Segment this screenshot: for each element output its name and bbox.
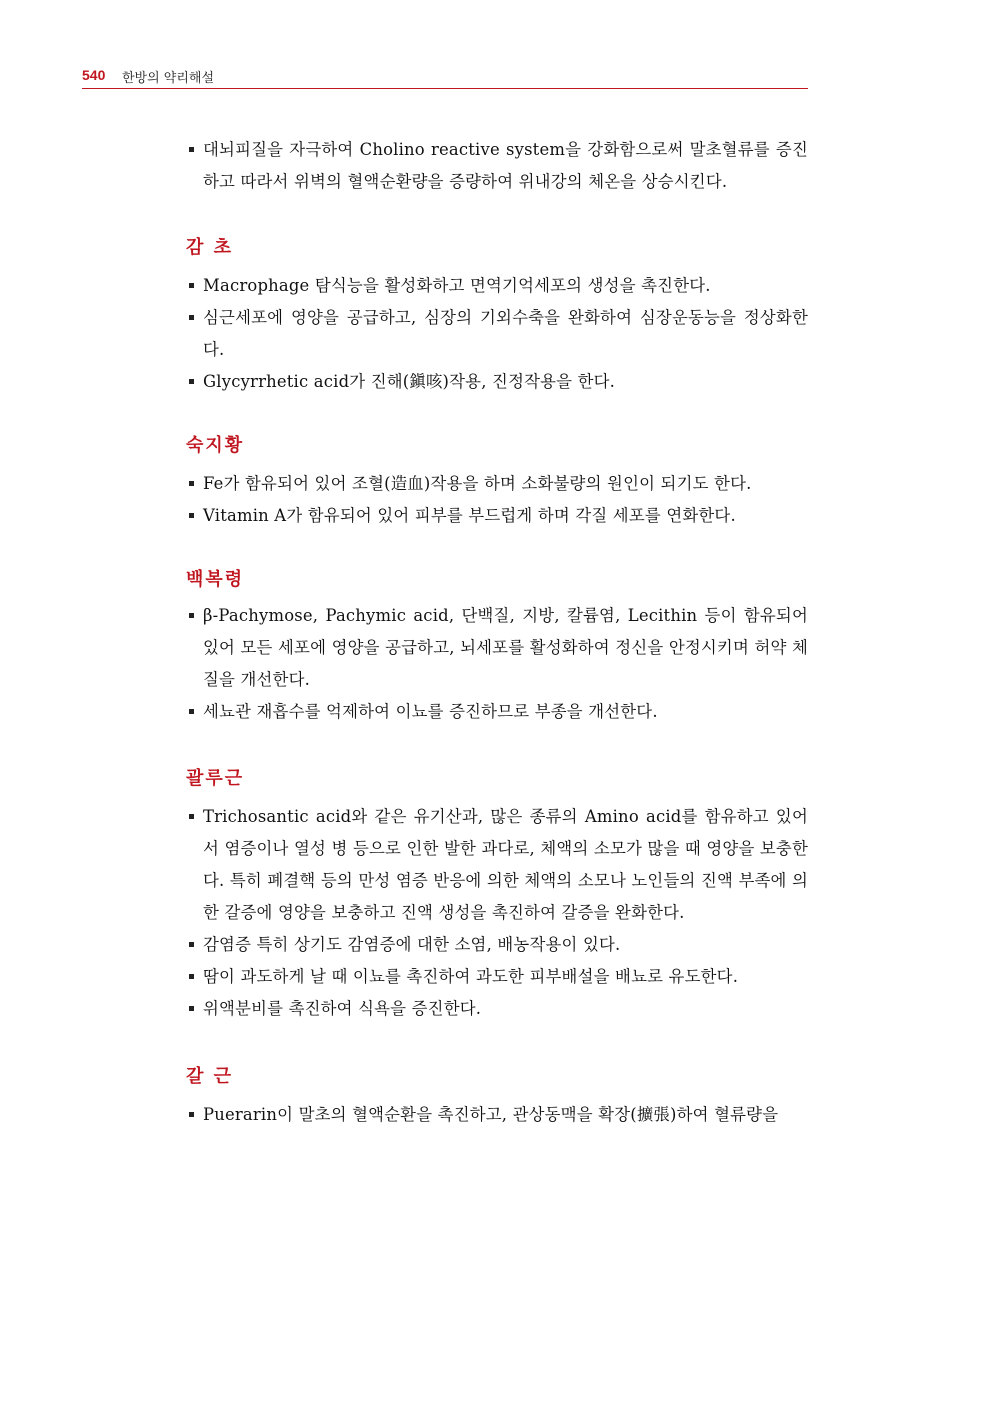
list-item: Puerarin이 말초의 혈액순환을 촉진하고, 관상동맥을 확장(擴張)하여 혈류량을 — [186, 1099, 808, 1131]
list-item: 대뇌피질을 자극하여 Cholino reactive system을 강화함으로써 말초혈류를 증진하고 따라서 위벽의 혈액순환량을 증량하여 위내강의 체온을 상승시킨다. — [186, 134, 808, 198]
list-item: 위액분비를 촉진하여 식욕을 증진한다. — [186, 993, 808, 1025]
page-header — [82, 64, 808, 89]
list-item: 땀이 과도하게 날 때 이뇨를 촉진하여 과도한 피부배설을 배뇨로 유도한다. — [186, 961, 808, 993]
list-item: 세뇨관 재흡수를 억제하여 이뇨를 증진하므로 부종을 개선한다. — [186, 696, 808, 728]
list-item: Trichosantic acid와 같은 유기산과, 많은 종류의 Amino acid를 함유하고 있어서 염증이나 열성 병 등으로 인한 발한 과다로, 체액의 소모가 많을 때 영양을 보충한다. 특히 폐결핵 등의 만성 염증 반응에 의한 체액의 소모나 노인들의 진액 부족에 의한 갈증에 영양을 보충하고 진액 생성을 촉진하여 갈증을 완화한다. — [186, 801, 808, 929]
section-heading-galgeun: 갈 근 — [186, 1066, 234, 1087]
list-item: Fe가 함유되어 있어 조혈(造血)작용을 하며 소화불량의 원인이 되기도 한다. — [186, 468, 808, 500]
page-number: 540 — [82, 67, 106, 83]
list-item: 감염증 특히 상기도 감염증에 대한 소염, 배농작용이 있다. — [186, 929, 808, 961]
section-heading-sukjihwang: 숙지황 — [186, 435, 245, 456]
list-item: Glycyrrhetic acid가 진해(鎭咳)작용, 진정작용을 한다. — [186, 366, 808, 398]
section-heading-gwallugeun: 괄루근 — [186, 768, 245, 789]
section-heading-baekbokryeong: 백복령 — [186, 569, 245, 590]
list-item: β-Pachymose, Pachymic acid, 단백질, 지방, 칼륨염, Lecithin 등이 함유되어 있어 모든 세포에 영양을 공급하고, 뇌세포를 활성화하여 정신을 안정시키며 허약 체질을 개선한다. — [186, 600, 808, 696]
list-item: 심근세포에 영양을 공급하고, 심장의 기외수축을 완화하여 심장운동능을 정상화한다. — [186, 302, 808, 366]
section-heading-gamcho: 감 초 — [186, 237, 234, 258]
book-title: 한방의 약리해설 — [122, 71, 215, 86]
list-item: Vitamin A가 함유되어 있어 피부를 부드럽게 하며 각질 세포를 연화한다. — [186, 500, 808, 532]
list-item: Macrophage 탐식능을 활성화하고 면역기억세포의 생성을 촉진한다. — [186, 270, 808, 302]
